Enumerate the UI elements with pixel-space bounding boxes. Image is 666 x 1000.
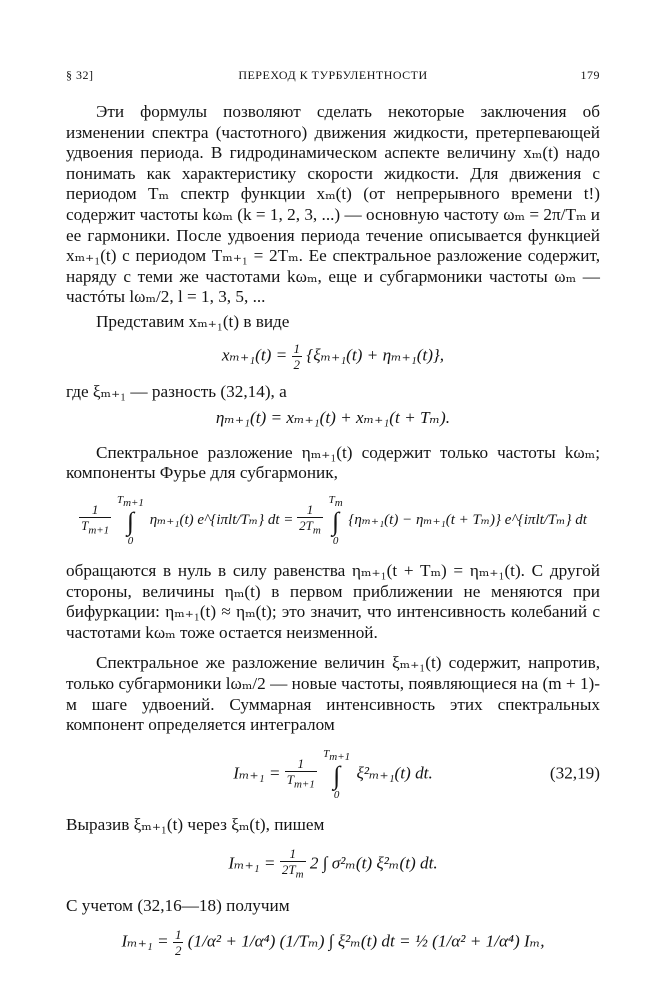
equation bbox=[66, 408, 600, 429]
paragraph: Спектральное же разложение величин ξₘ₊₁(t) содержит, напротив, только субгармоники lωₘ/2 — новые частоты, появляющиеся на (m + 1)-м шаге удвоений. Суммарная интенсивность этих спектральных компонент определяется интегралом bbox=[66, 653, 600, 735]
equation-part: ηₘ₊₁(t) e^{iπlt/Tₘ} dt = bbox=[149, 511, 294, 528]
paragraph: С учетом (32,16—18) получим bbox=[66, 896, 290, 916]
equation-part: Iₘ₊₁ = bbox=[228, 852, 276, 872]
equation-part: Iₘ₊₁ = bbox=[121, 931, 169, 951]
paragraph: Выразив ξₘ₊₁(t) через ξₘ(t), пишем bbox=[66, 815, 325, 835]
equation bbox=[66, 494, 600, 547]
paragraph: Эти формулы позволяют сделать некоторые заключения об изменении спектра (частотного) движения жидкости, претерпевающей удвоения периода. В гидродинамическом аспекте величину xₘ(t) надо понимать как характеристику скорости жидкости. Для движения с периодом Tₘ спектр функции xₘ(t) (от непрерывного времени t!) содержит частоты kωₘ (k = 1, 2, 3, ...) — основную частоту ωₘ = 2π/Tₘ и ее гармоники. После удвоения периода течение описывается функцией xₘ₊₁(t) с периодом Tₘ₊₁ = 2Tₘ. Ее спектральное разложение содержит, наряду с теми же частотами kωₘ, еще и субгармоники частоты ωₘ — частóты lωₘ/2, l = 1, 3, 5, ... bbox=[66, 102, 600, 307]
fraction: $\frac{1}{2T_m}$ bbox=[299, 502, 321, 537]
fraction-half: $\frac{1}{2}$ bbox=[174, 926, 182, 958]
paragraph: где ξₘ₊₁ — разность (32,14), а bbox=[66, 381, 287, 401]
paragraph: Представим xₘ₊₁(t) в виде bbox=[96, 311, 290, 331]
equation-part: xₘ₊₁(t) = bbox=[221, 344, 288, 364]
integral-sign: $T_m$ ∫ 0 bbox=[328, 493, 343, 548]
equation-part: (1/α² + 1/α⁴) (1/Tₘ) ∫ ξ²ₘ(t) dt = ½ (1/α² + 1/α⁴) Iₘ, bbox=[187, 931, 545, 951]
equation bbox=[66, 927, 600, 958]
equation-part: Iₘ₊₁ = bbox=[233, 763, 281, 783]
fraction-half: $\frac{1}{2}$ bbox=[293, 340, 301, 372]
paragraph: обращаются в нуль в силу равенства ηₘ₊₁(t + Tₘ) = ηₘ₊₁(t). С другой стороны, величины ηₘ(t) в первом приближении не меняются при бифуркации: ηₘ₊₁(t) ≈ ηₘ(t); это значит, что интенсивность колебаний с частотами kωₘ тоже остается неизменной. bbox=[66, 561, 600, 642]
fraction: $\frac{1}{T_{m+1}}$ bbox=[286, 756, 315, 791]
equation-part: ηₘ₊₁(t) = xₘ₊₁(t) + xₘ₊₁(t + Tₘ). bbox=[215, 408, 451, 428]
fraction: $\frac{1}{2T_m}$ bbox=[281, 845, 304, 881]
equation-part: 2 ∫ σ²ₘ(t) ξ²ₘ(t) dt. bbox=[309, 852, 438, 872]
equation bbox=[66, 341, 600, 372]
paragraph: Спектральное разложение ηₘ₊₁(t) содержит только частоты kωₘ; компоненты Фурье для субгармоник, bbox=[66, 442, 600, 483]
integral-sign: $T_{m+1}$ ∫ 0 bbox=[116, 493, 144, 548]
chapter-title: ПЕРЕХОД К ТУРБУЛЕНТНОСТИ bbox=[238, 68, 428, 82]
equation-part: {ξₘ₊₁(t) + ηₘ₊₁(t)}, bbox=[306, 344, 445, 364]
equation-part: {ηₘ₊₁(t) − ηₘ₊₁(t + Tₘ)} e^{iπlt/Tₘ} dt bbox=[348, 511, 587, 528]
equation bbox=[66, 846, 600, 883]
section-number: § 32] bbox=[66, 68, 94, 82]
equation bbox=[66, 748, 600, 801]
page-number: 179 bbox=[580, 68, 600, 82]
running-header bbox=[66, 68, 600, 88]
equation-part: ξ²ₘ₊₁(t) dt. bbox=[356, 763, 433, 783]
fraction: $\frac{1}{T_{m+1}}$ bbox=[81, 502, 110, 537]
page-body bbox=[66, 102, 600, 958]
equation-number: (32,19) bbox=[549, 764, 600, 784]
integral-sign: $T_{m+1}$ ∫ 0 bbox=[323, 747, 351, 802]
